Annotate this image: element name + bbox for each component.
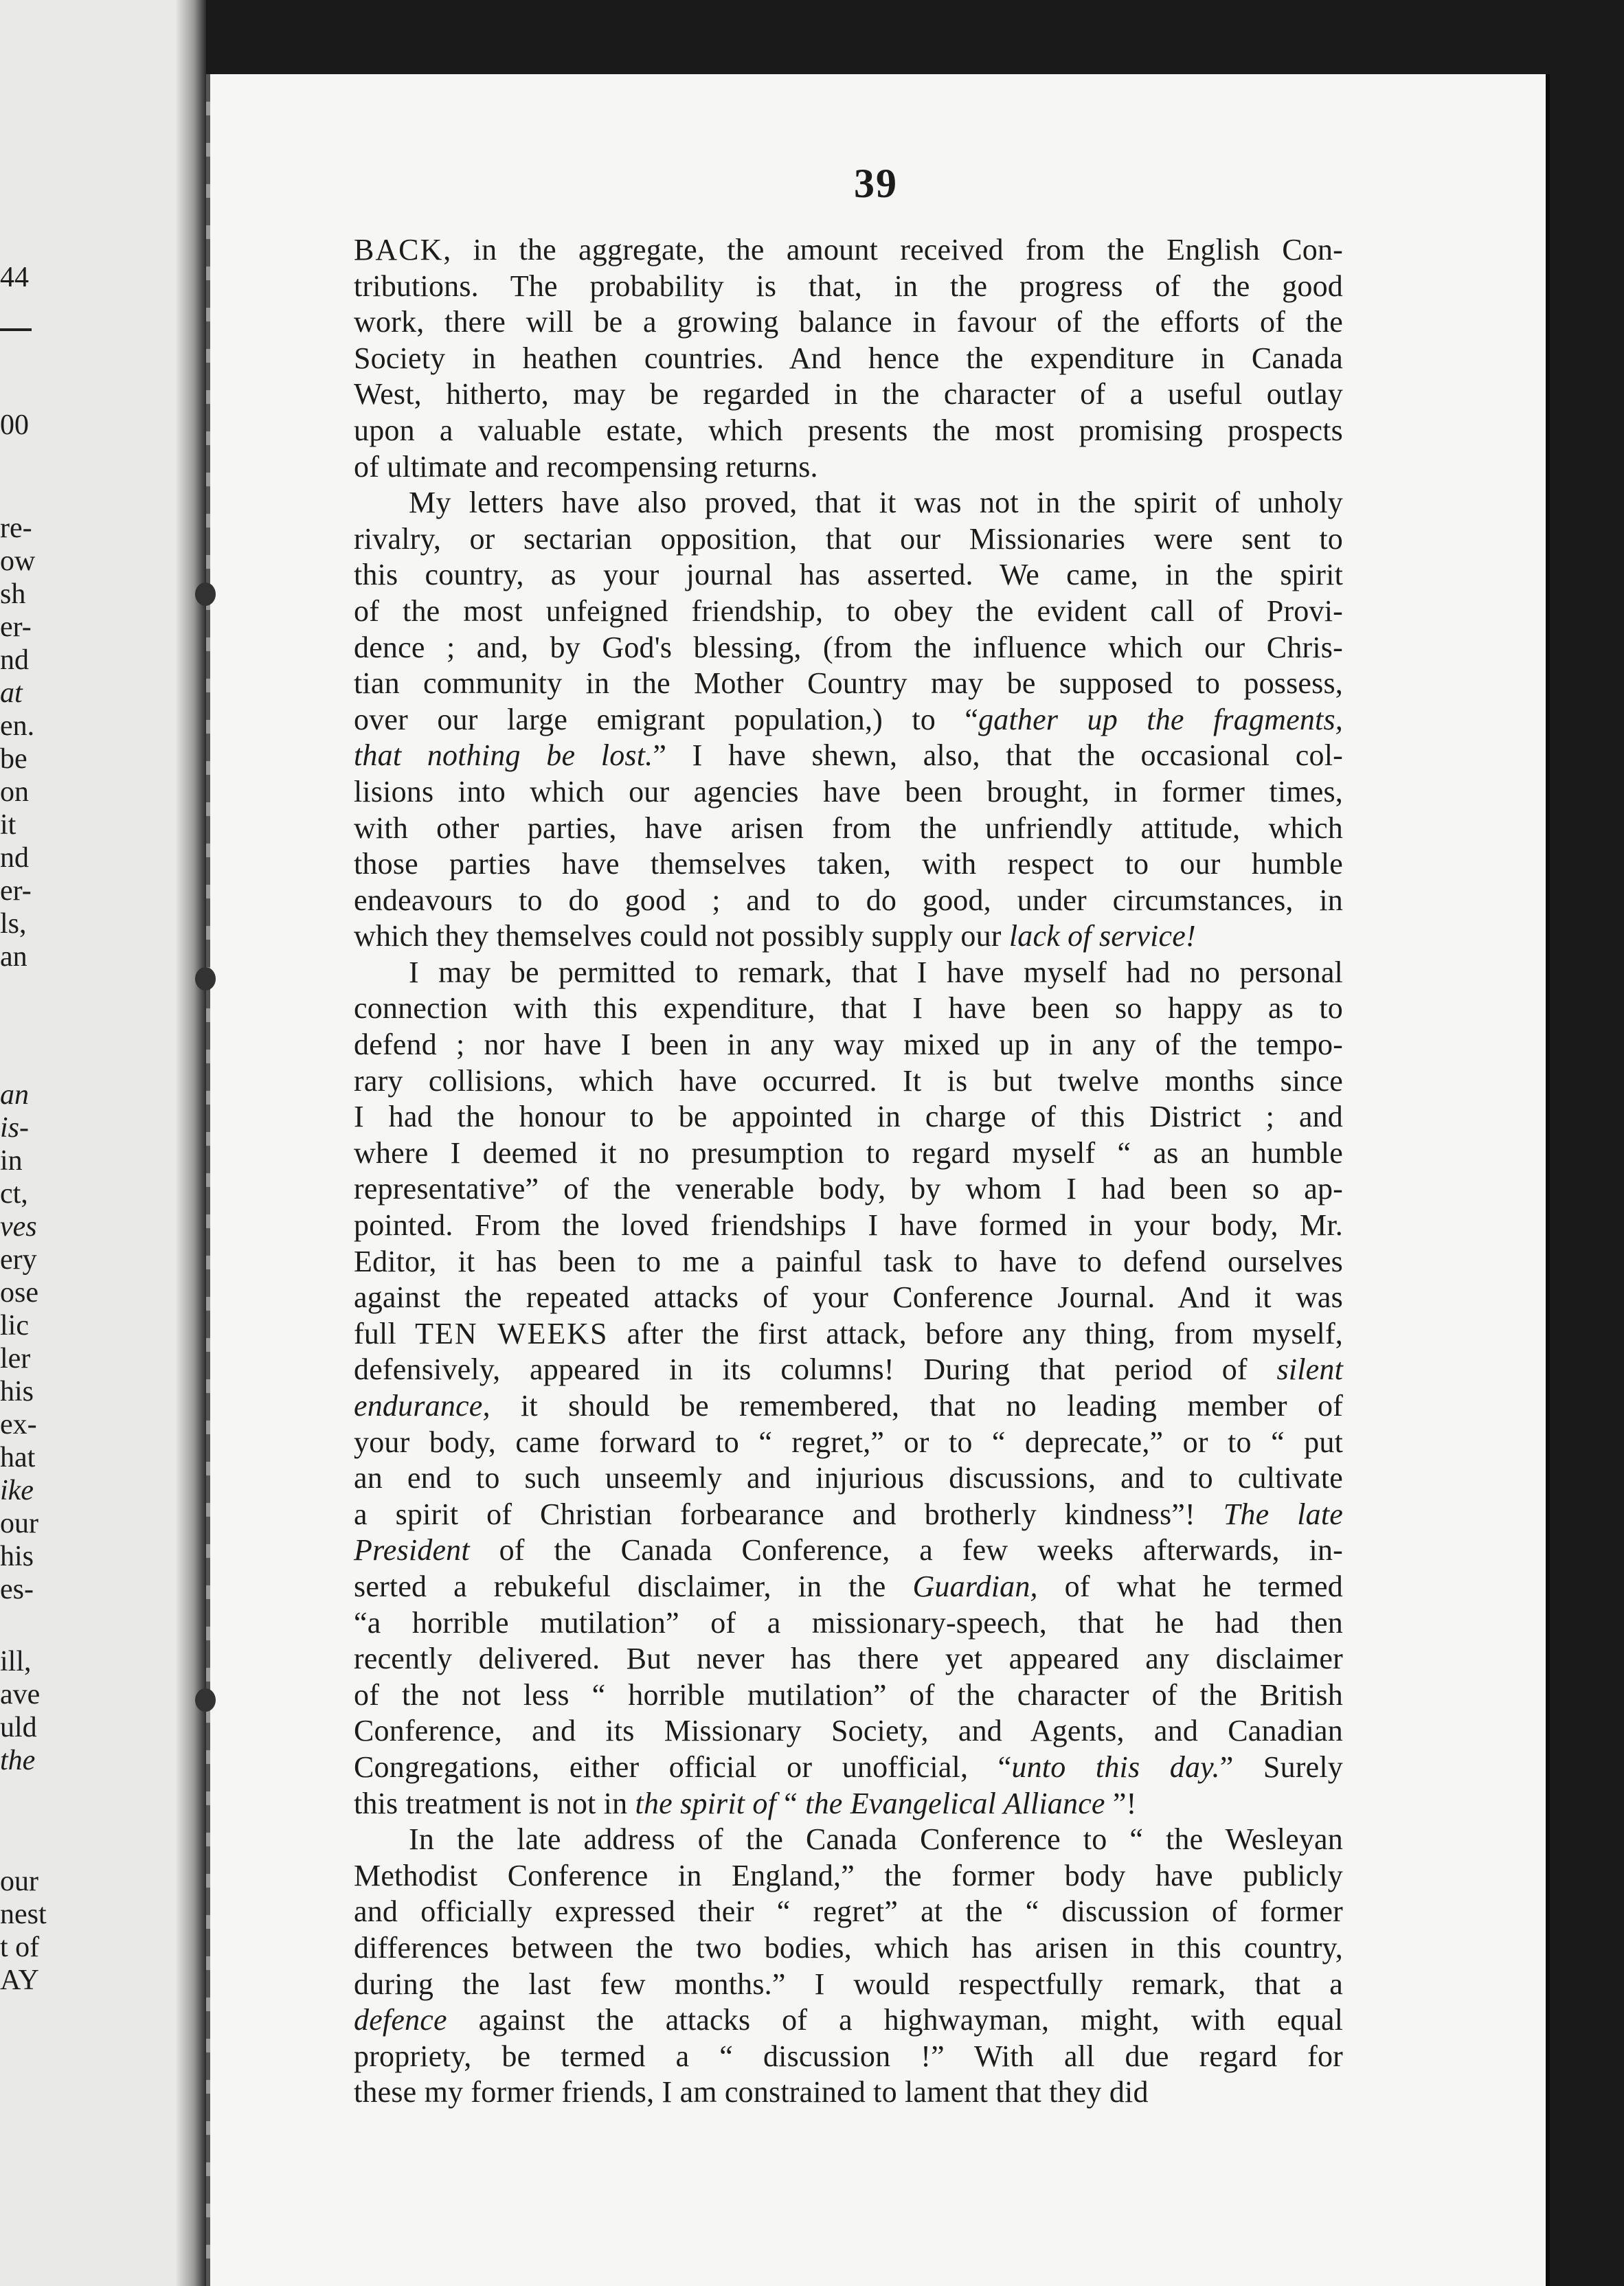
facing-page-fragment: his [0, 1541, 34, 1572]
text-run: it should be remembered, that no leading member of [490, 1389, 1343, 1423]
text-run: “a horrible mutilation” of a missionary-speech, that he had then [354, 1605, 1343, 1640]
text-line [354, 1171, 1343, 1208]
text-run: full [354, 1316, 416, 1350]
text-line [354, 1063, 1343, 1100]
text-run: ” I have shewn, also, that the occasional col- [653, 738, 1344, 773]
text-run: defensively, appeared in its columns! During that period of [354, 1353, 1277, 1387]
text-run: work, there will be a growing balance in favour of the efforts of the [354, 305, 1343, 339]
italic-text: the spirit of [635, 1786, 777, 1820]
text-run: and officially expressed their “ regret” at the “ discussion of former [354, 1894, 1343, 1929]
text-line [354, 2039, 1343, 2075]
stitch-knot [195, 1688, 216, 1712]
facing-page-fragment: 44 [0, 262, 29, 293]
text-run: rivalry, or sectarian opposition, that our Missionaries were sent to [354, 521, 1343, 556]
text-run: Editor, it has been to me a painful task to have to defend ourselves [354, 1244, 1343, 1278]
text-run: propriety, be termed a “ discussion !” With all due regard for [354, 2039, 1343, 2073]
facing-page-text-fragments [0, 0, 76, 2286]
facing-page-fragment: be [0, 743, 27, 775]
text-run: a spirit of Christian forbearance and brotherly kindness”! [354, 1497, 1223, 1531]
body-text [354, 232, 1343, 2111]
text-run: of ultimate and recompensing returns. [354, 449, 818, 484]
text-line [354, 2002, 1343, 2039]
text-line [354, 1497, 1343, 1533]
text-run: after the first attack, before any thing, from myself, [608, 1316, 1343, 1350]
text-run: In the late address of the Canada Conference to “ the Wesleyan [409, 1822, 1343, 1857]
text-line [354, 1208, 1343, 1244]
facing-page-fragment: ler [0, 1343, 31, 1374]
text-run: lisions into which our agencies have been brought, in former times, [354, 774, 1343, 808]
text-line [354, 702, 1343, 738]
text-run: pointed. From the loved friendships I have formed in your body, Mr. [354, 1208, 1343, 1243]
facing-page-fragment: en. [0, 710, 35, 742]
text-run: I may be permitted to remark, that I have myself had no personal [409, 955, 1343, 989]
text-line [354, 1099, 1343, 1135]
facing-page-fragment: our [0, 1866, 38, 1897]
text-line [354, 521, 1343, 558]
text-line [354, 1352, 1343, 1388]
italic-text: Guardian, [912, 1569, 1038, 1603]
text-line [354, 846, 1343, 883]
text-run: I had the honour to be appointed in charge of this District ; and [354, 1100, 1343, 1134]
text-run: these my former friends, I am constrained to lament that they did [354, 2075, 1149, 2109]
italic-text: President [354, 1533, 470, 1568]
text-line [354, 485, 1343, 521]
italic-text: the Evangelical Alliance [805, 1786, 1105, 1820]
text-line [354, 630, 1343, 666]
italic-text: The late [1223, 1497, 1343, 1531]
text-run: , in the aggregate, the amount received from the English Con- [443, 233, 1343, 267]
text-run: of the not less “ horrible mutilation” of the character of the British [354, 1677, 1343, 1712]
italic-text: silent [1276, 1353, 1343, 1387]
text-line [354, 376, 1343, 413]
facing-page-fragment: re- [0, 512, 32, 544]
text-line [354, 1786, 1343, 1822]
facing-page-fragment: ls, [0, 908, 27, 940]
text-line [354, 774, 1343, 811]
text-line [354, 593, 1343, 630]
text-run: My letters have also proved, that it was not in the spirit of unholy [409, 486, 1343, 520]
facing-page-fragment: his [0, 1376, 34, 1407]
text-line [354, 449, 1343, 486]
facing-page-fragment: t of [0, 1932, 40, 1963]
text-run: over our large emigrant population,) to “ [354, 702, 979, 736]
page-number: 39 [854, 161, 898, 206]
text-line [354, 1460, 1343, 1497]
text-run: of the most unfeigned friendship, to obey the evident call of Provi- [354, 593, 1343, 628]
text-line [354, 269, 1343, 305]
facing-page-fragment: ill, [0, 1646, 32, 1677]
facing-page-fragment: at [0, 677, 23, 709]
text-run: recently delivered. But never has there yet appeared any disclaimer [354, 1642, 1343, 1676]
text-run: Methodist Conference in England,” the former body have publicly [354, 1858, 1343, 1892]
text-line [354, 1388, 1343, 1425]
text-run: where I deemed it no presumption to regard myself “ as an humble [354, 1135, 1343, 1170]
text-run: Society in heathen countries. And hence the expenditure in Canada [354, 341, 1343, 375]
facing-page-fragment: nd [0, 842, 29, 874]
text-line [354, 955, 1343, 991]
text-line [354, 1244, 1343, 1280]
text-run: against the attacks of a highwayman, might, with equal [447, 2003, 1343, 2037]
text-run: this treatment is not in [354, 1786, 635, 1820]
small-caps-text: TEN WEEKS [415, 1316, 609, 1350]
text-run: serted a rebukeful disclaimer, in the [354, 1569, 913, 1603]
text-run: of what he termed [1037, 1569, 1343, 1603]
text-line [354, 1532, 1343, 1569]
facing-page-fragment: uld [0, 1712, 37, 1743]
text-line [354, 738, 1343, 774]
text-run: Conference, and its Missionary Society, and Agents, and Canadian [354, 1714, 1343, 1748]
text-line [354, 1641, 1343, 1677]
text-run: tian community in the Mother Country may be supposed to possess, [354, 666, 1343, 701]
facing-page-fragment: hat [0, 1442, 36, 1473]
facing-page-fragment: nest [0, 1899, 47, 1930]
text-line [354, 304, 1343, 341]
facing-page-fragment: the [0, 1745, 36, 1776]
text-run: your body, came forward to “ regret,” or to “ deprecate,” or to “ put [354, 1425, 1343, 1459]
text-line [354, 1316, 1343, 1353]
facing-page-fragment: is- [0, 1112, 29, 1144]
facing-page-fragment: AY [0, 1965, 39, 1996]
binding-stitch [206, 74, 210, 2286]
text-line [354, 232, 1343, 269]
text-line [354, 811, 1343, 847]
text-run: “ [776, 1786, 806, 1820]
facing-page-fragment: ves [0, 1211, 37, 1243]
text-run: defend ; nor have I been in any way mixed up in any of the tempo- [354, 1028, 1343, 1062]
text-run: of the Canada Conference, a few weeks afterwards, in- [469, 1533, 1343, 1568]
stitch-knot [195, 582, 216, 606]
facing-page-fragment: ose [0, 1277, 38, 1309]
facing-page-fragment: it [0, 809, 16, 841]
text-line [354, 557, 1343, 593]
facing-page-fragment: our [0, 1508, 38, 1539]
text-run: against the repeated attacks of your Conference Journal. And it was [354, 1280, 1343, 1315]
facing-page-fragment: ery [0, 1244, 37, 1276]
text-line [354, 666, 1343, 702]
text-line [354, 1967, 1343, 2003]
text-run: endeavours to do good ; and to do good, under circumstances, in [354, 883, 1343, 917]
facing-page-fragment: sh [0, 578, 26, 610]
text-line [354, 1677, 1343, 1714]
text-run: representative” of the venerable body, by whom I had been so ap- [354, 1172, 1343, 1206]
facing-page-fragment: er- [0, 875, 32, 907]
text-line [354, 1822, 1343, 1858]
text-line [354, 1605, 1343, 1642]
italic-text: lack of service! [1008, 919, 1196, 953]
text-line [354, 1930, 1343, 1967]
text-run: ” Surely [1219, 1750, 1343, 1784]
text-line [354, 1713, 1343, 1750]
facing-page [0, 0, 199, 2286]
text-run: Congregations, either official or unofficial, “ [354, 1750, 1012, 1784]
text-run: differences between the two bodies, which has arisen in this country, [354, 1930, 1343, 1965]
gutter-shadow [175, 0, 206, 2286]
text-run: tributions. The probability is that, in the progress of the good [354, 269, 1343, 303]
facing-page-fragment: nd [0, 644, 29, 676]
text-run: connection with this expenditure, that I have been so happy as to [354, 991, 1343, 1026]
facing-page-fragment: 00 [0, 409, 29, 441]
facing-page-fragment: an [0, 941, 27, 973]
text-run: this country, as your journal has asserted. We came, in the spirit [354, 558, 1343, 592]
text-line [354, 341, 1343, 377]
text-line [354, 1858, 1343, 1894]
text-line [354, 413, 1343, 449]
text-run: those parties have themselves taken, with respect to our humble [354, 847, 1343, 881]
italic-text: gather up the fragments, [978, 702, 1344, 736]
facing-page-fragment: lic [0, 1310, 29, 1342]
text-line [354, 1135, 1343, 1172]
text-line [354, 991, 1343, 1027]
facing-page-fragment: ave [0, 1679, 41, 1710]
text-run: during the last few months.” I would respectfully remark, that a [354, 1967, 1343, 2001]
facing-page-fragment: ow [0, 545, 36, 577]
facing-page-fragment: ct, [0, 1178, 28, 1210]
text-run: an end to such unseemly and injurious discussions, and to cultivate [354, 1461, 1343, 1495]
facing-page-fragment: an [0, 1079, 29, 1111]
facing-page-fragment: ex- [0, 1409, 37, 1440]
text-run: ”! [1105, 1786, 1137, 1820]
text-line [354, 1750, 1343, 1786]
text-line [354, 918, 1343, 955]
stitch-knot [195, 967, 216, 991]
text-line [354, 1027, 1343, 1063]
text-run: upon a valuable estate, which presents the most promising prospects [354, 413, 1343, 447]
text-line [354, 1425, 1343, 1461]
italic-text: endurance, [354, 1389, 490, 1423]
facing-page-fragment: in [0, 1145, 23, 1177]
book-page [206, 74, 1546, 2286]
text-run: which they themselves could not possibly supply our [354, 919, 1009, 953]
facing-page-fragment: on [0, 776, 29, 808]
text-run: with other parties, have arisen from the unfriendly attitude, which [354, 811, 1343, 845]
facing-page-fragment: er- [0, 611, 32, 643]
facing-page-fragment: es- [0, 1574, 34, 1605]
text-line [354, 1280, 1343, 1316]
text-line [354, 1569, 1343, 1605]
facing-page-rule [0, 328, 32, 331]
text-run: dence ; and, by God's blessing, (from the influence which our Chris- [354, 630, 1343, 664]
text-line [354, 1894, 1343, 1930]
text-run: West, hitherto, may be regarded in the character of a useful outlay [354, 377, 1343, 411]
italic-text: that nothing be lost. [354, 738, 653, 773]
small-caps-text: BACK [354, 233, 444, 267]
text-run: rary collisions, which have occurred. It is but twelve months since [354, 1063, 1343, 1098]
text-line [354, 2074, 1343, 2111]
italic-text: defence [354, 2003, 447, 2037]
italic-text: unto this day. [1011, 1750, 1220, 1784]
text-line [354, 883, 1343, 919]
facing-page-fragment: ike [0, 1475, 34, 1506]
